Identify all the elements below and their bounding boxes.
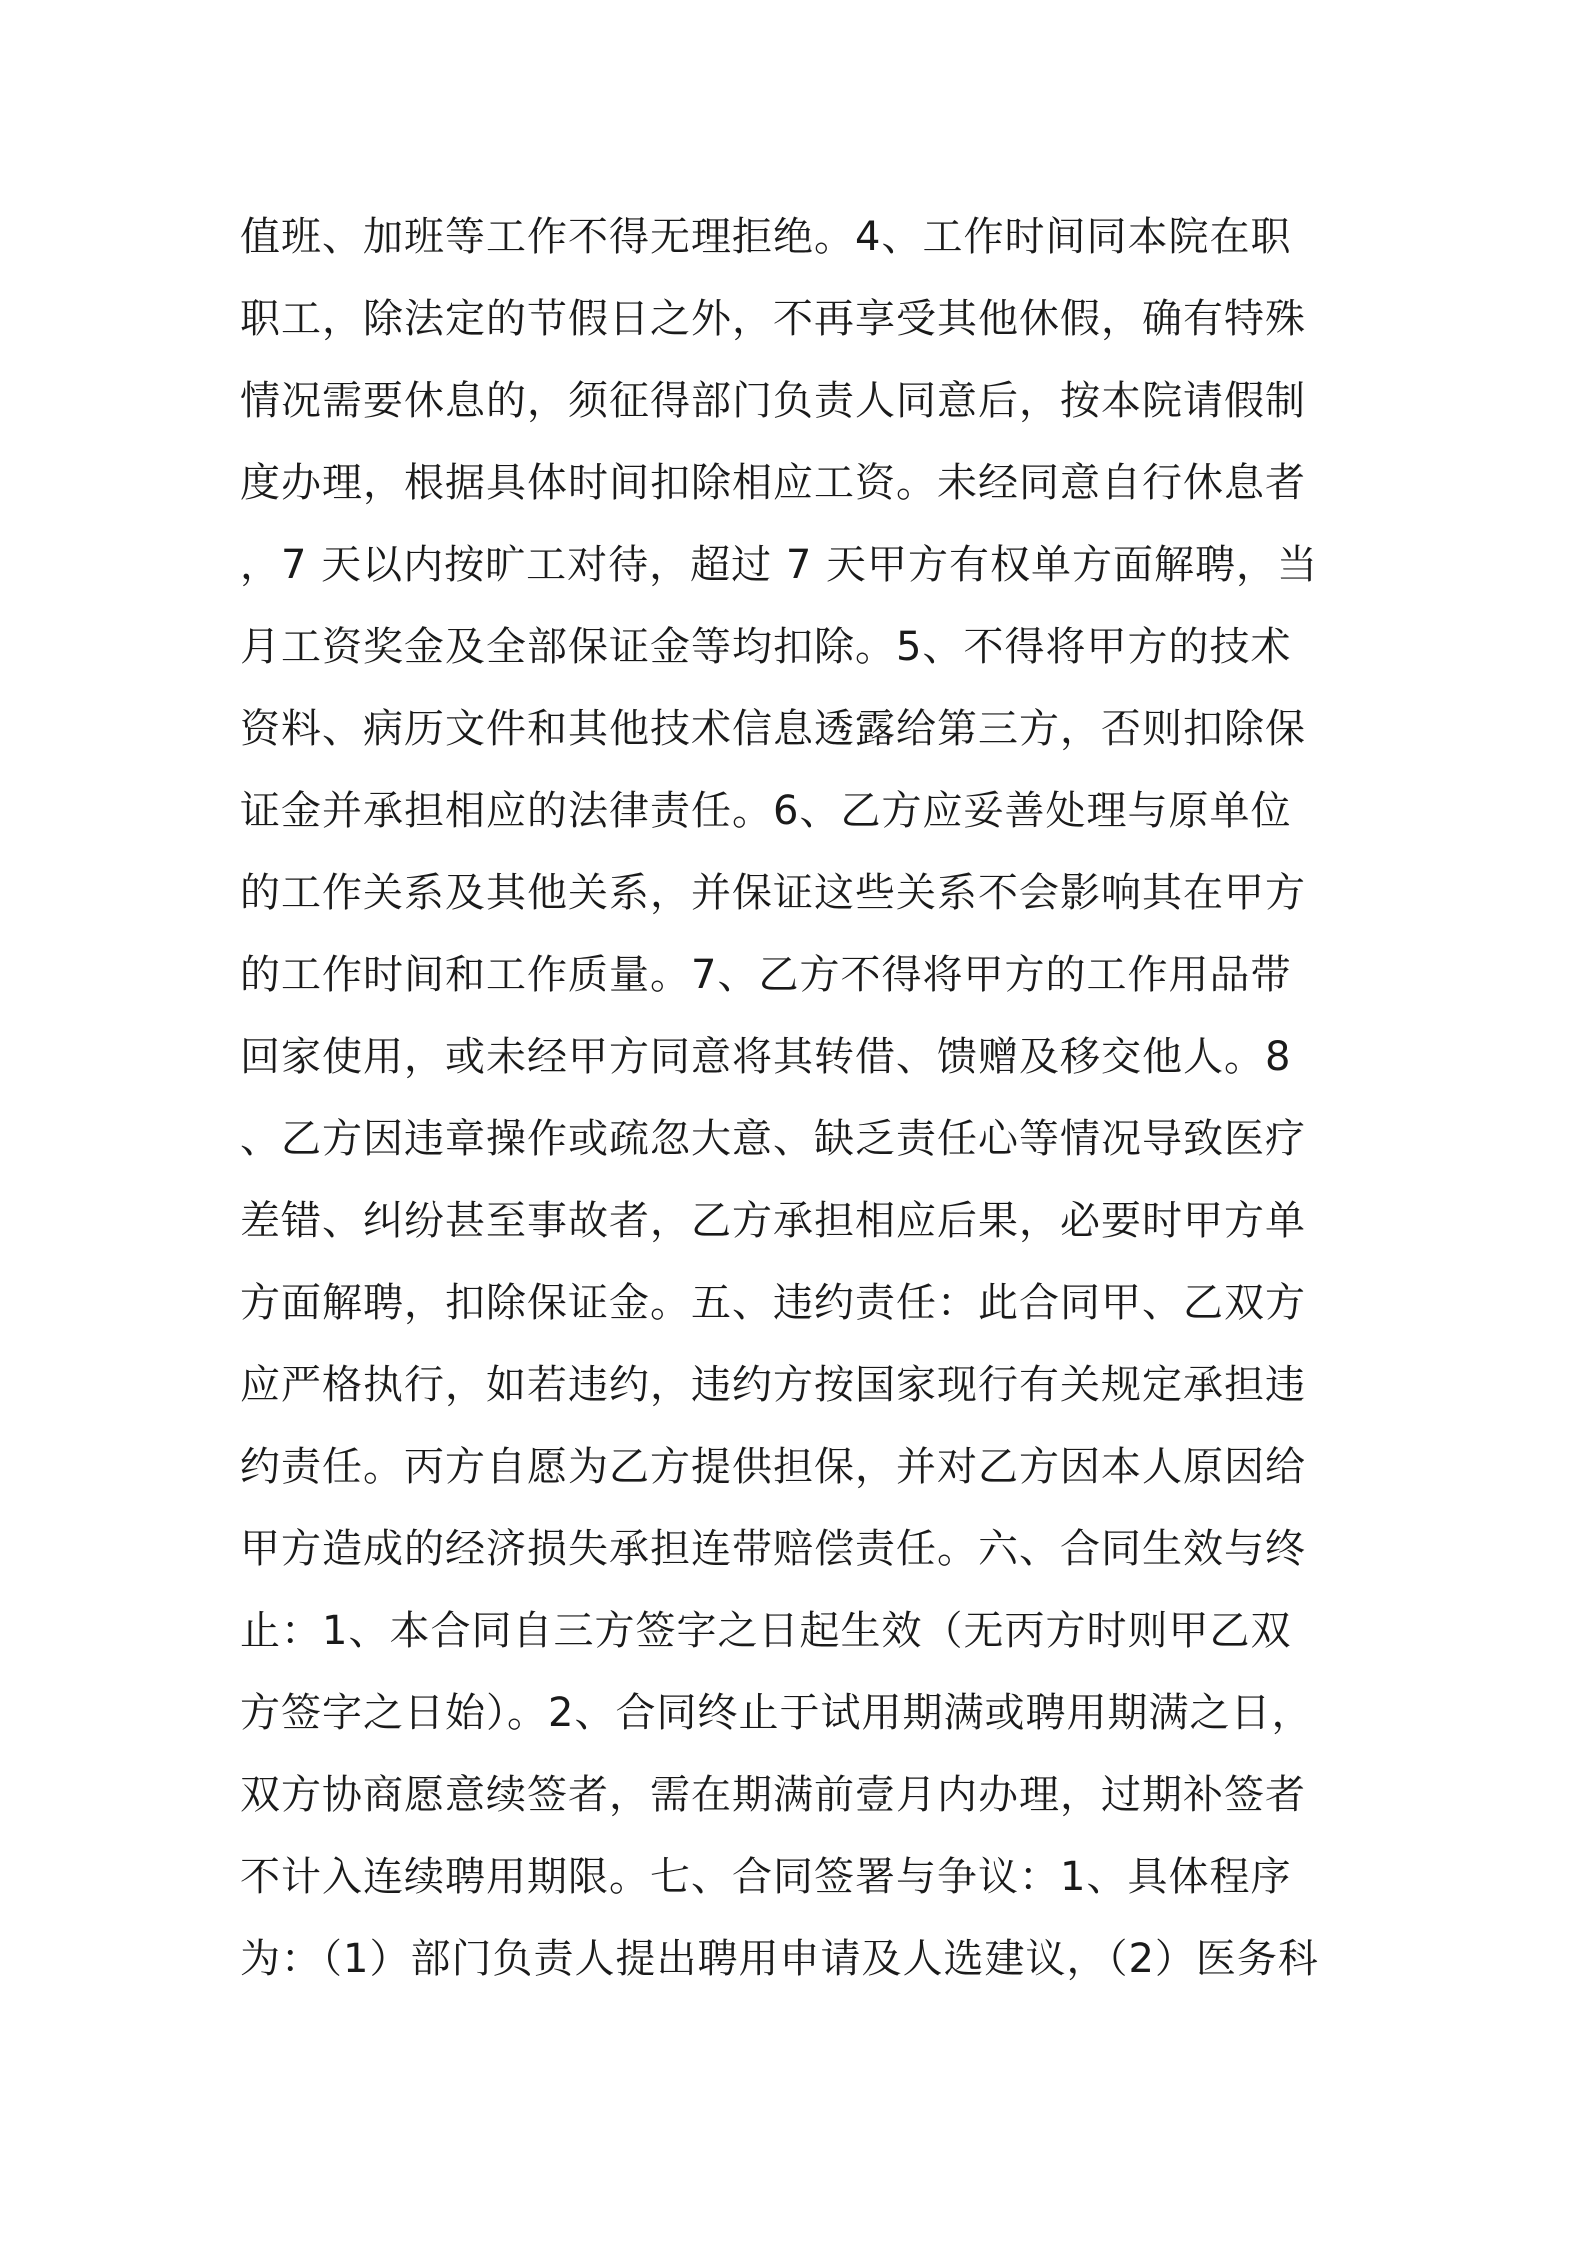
text-line: 月工资奖金及全部保证金等均扣除。5、不得将甲方的技术 xyxy=(240,624,1292,670)
text-line: 止：1、本合同自三方签字之日起生效（无丙方时则甲乙双 xyxy=(240,1608,1292,1654)
text-line: 应严格执行，如若违约，违约方按国家现行有关规定承担违 xyxy=(240,1362,1306,1408)
text-line: 的工作时间和工作质量。7、乙方不得将甲方的工作用品带 xyxy=(240,952,1292,998)
text-line: ，7 天以内按旷工对待，超过 7 天甲方有权单方面解聘，当 xyxy=(240,542,1319,588)
text-line: 方签字之日始）。2、合同终止于试用期满或聘用期满之日， xyxy=(240,1690,1313,1736)
text-line: 职工，除法定的节假日之外，不再享受其他休假，确有特殊 xyxy=(240,296,1306,342)
text-line: 双方协商愿意续签者，需在期满前壹月内办理，过期补签者 xyxy=(240,1772,1306,1818)
text-line: 方面解聘，扣除保证金。五、违约责任：此合同甲、乙双方 xyxy=(240,1280,1306,1326)
text-line: 证金并承担相应的法律责任。6、乙方应妥善处理与原单位 xyxy=(240,788,1292,834)
text-line: 资料、病历文件和其他技术信息透露给第三方，否则扣除保 xyxy=(240,706,1306,752)
text-line: 约责任。丙方自愿为乙方提供担保，并对乙方因本人原因给 xyxy=(240,1444,1306,1490)
text-line: 度办理，根据具体时间扣除相应工资。未经同意自行休息者 xyxy=(240,460,1306,506)
text-line: 差错、纠纷甚至事故者，乙方承担相应后果，必要时甲方单 xyxy=(240,1198,1306,1244)
text-line: 值班、加班等工作不得无理拒绝。4、工作时间同本院在职 xyxy=(240,214,1292,260)
text-line: 甲方造成的经济损失承担连带赔偿责任。六、合同生效与终 xyxy=(240,1526,1306,1572)
text-line: 情况需要休息的，须征得部门负责人同意后，按本院请假制 xyxy=(240,378,1306,424)
text-line: 为：（1）部门负责人提出聘用申请及人选建议，（2）医务科 xyxy=(240,1936,1319,1982)
text-line: 、乙方因违章操作或疏忽大意、缺乏责任心等情况导致医疗 xyxy=(240,1116,1306,1162)
text-line: 回家使用，或未经甲方同意将其转借、馈赠及移交他人。8 xyxy=(240,1034,1292,1080)
text-line: 不计入连续聘用期限。七、合同签署与争议：1、具体程序 xyxy=(240,1854,1292,1900)
contract-text-body xyxy=(240,196,1360,2000)
text-line: 的工作关系及其他关系，并保证这些关系不会影响其在甲方 xyxy=(240,870,1306,916)
